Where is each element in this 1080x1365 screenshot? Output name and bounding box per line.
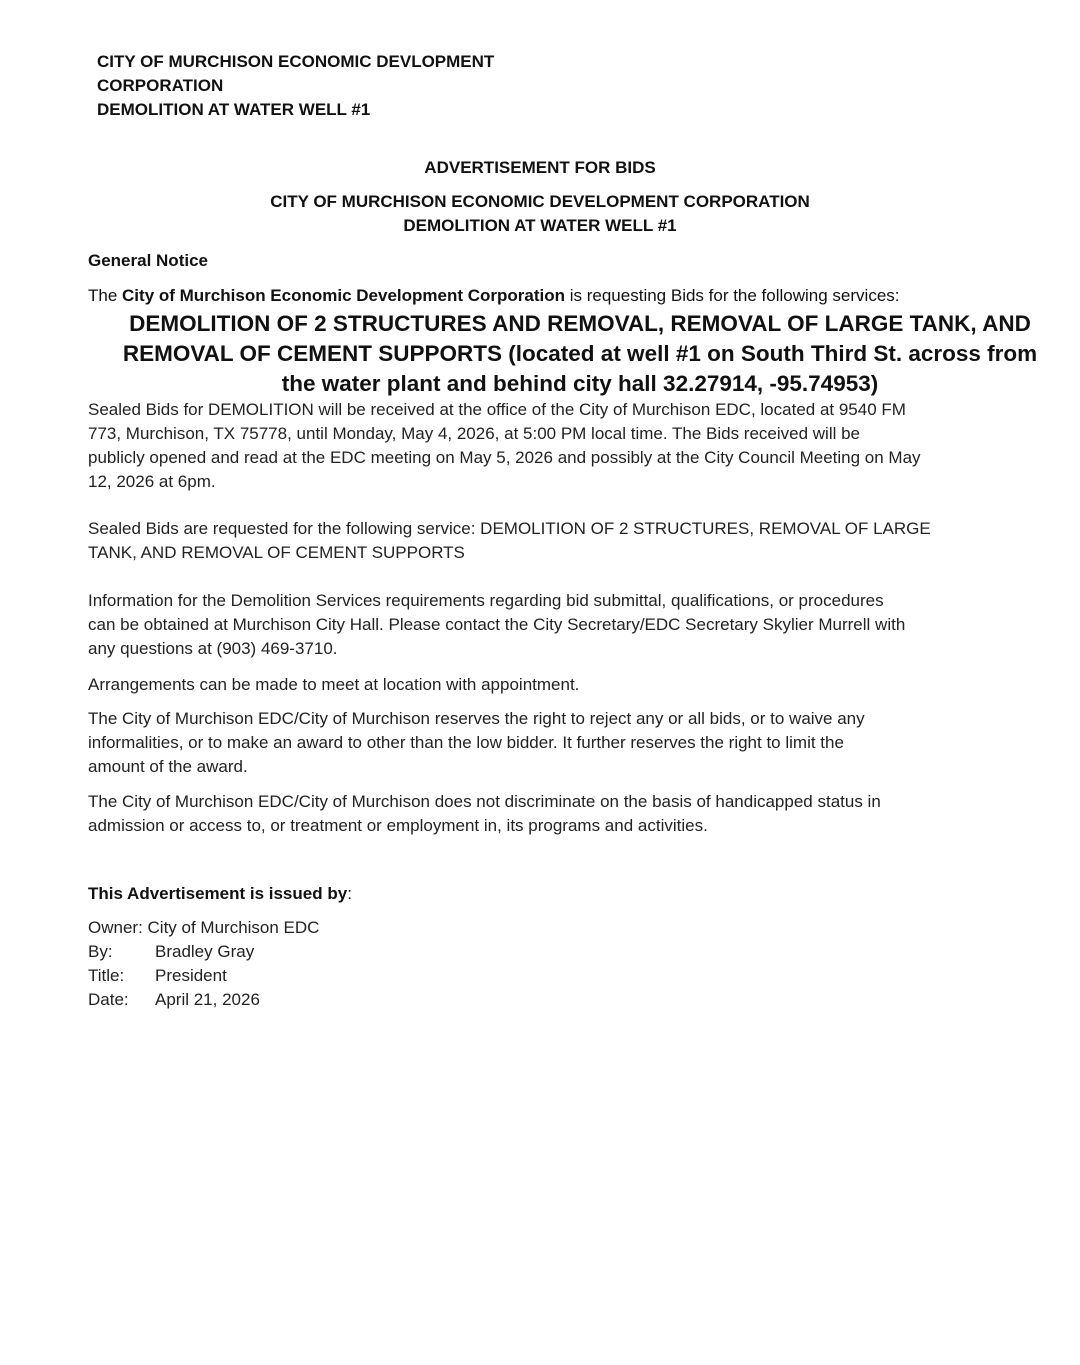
arrangements-paragraph [88,673,1063,697]
headline-line: REMOVAL OF CEMENT SUPPORTS (located at well #1 on South Third St. across from [122,341,1038,366]
services-headline [80,309,1080,399]
date-label: Date: [88,990,129,1009]
sealed-bids-paragraph [88,398,1063,494]
paragraph-line: 12, 2026 at 6pm. [88,472,216,491]
issued-by-colon: : [347,884,352,903]
by-value: Bradley Gray [155,942,255,961]
header-line: CITY OF MURCHISON ECONOMIC DEVLOPMENT [97,52,495,71]
by-row [88,940,319,964]
paragraph-line: Arrangements can be made to meet at location with appointment. [88,675,580,694]
paragraph-line: informalities, or to make an award to other than the low bidder. It further reserves the right to limit the [88,733,844,752]
issued-by-heading [88,882,352,906]
paragraph-line: 773, Murchison, TX 75778, until Monday, May 4, 2026, at 5:00 PM local time. The Bids received will be [88,424,861,443]
by-label: By: [88,942,113,961]
reserves-paragraph [88,707,1063,779]
title-label: Title: [88,966,125,985]
title-row [88,964,319,988]
advertisement-title: ADVERTISEMENT FOR BIDS [424,158,656,177]
paragraph-line: The City of Murchison EDC/City of Murchison reserves the right to reject any or all bids, or to waive any [88,709,865,728]
header-line: CORPORATION [97,76,224,95]
header-line: DEMOLITION AT WATER WELL #1 [97,100,371,119]
headline-line: DEMOLITION OF 2 STRUCTURES AND REMOVAL, REMOVAL OF LARGE TANK, AND [129,311,1031,336]
document-header [97,50,657,122]
headline-line: the water plant and behind city hall 32.27914, -95.74953) [281,371,879,396]
intro-text: is requesting Bids for the following services: [565,286,900,305]
general-notice-heading: General Notice [88,251,208,270]
nondiscrimination-paragraph [88,790,1063,838]
title-value: President [155,966,227,985]
project-title: DEMOLITION AT WATER WELL #1 [403,216,677,235]
corporation-title: CITY OF MURCHISON ECONOMIC DEVELOPMENT CORPORATION [270,192,810,211]
paragraph-line: can be obtained at Murchison City Hall. Please contact the City Secretary/EDC Secretary Skylier Murrell with [88,615,906,634]
date-value: April 21, 2026 [155,990,260,1009]
intro-text: The [88,286,123,305]
date-row [88,988,319,1012]
paragraph-line: admission or access to, or treatment or employment in, its programs and activities. [88,816,708,835]
corporation-name: City of Murchison Economic Development Corporation [122,286,566,305]
paragraph-line: Information for the Demolition Services requirements regarding bid submittal, qualifications, or procedures [88,591,884,610]
paragraph-line: Sealed Bids for DEMOLITION will be received at the office of the City of Murchison EDC, located at 9540 FM [88,400,906,419]
paragraph-line: any questions at (903) 469-3710. [88,639,338,658]
intro-sentence [88,284,1068,308]
paragraph-line: The City of Murchison EDC/City of Murchison does not discriminate on the basis of handicapped status in [88,792,881,811]
information-paragraph [88,589,1063,661]
paragraph-line: Sealed Bids are requested for the following service: DEMOLITION OF 2 STRUCTURES, REMOVAL OF LARGE [88,519,931,538]
paragraph-line: publicly opened and read at the EDC meeting on May 5, 2026 and possibly at the City Council Meeting on May [88,448,921,467]
requested-service-paragraph [88,517,1063,565]
paragraph-line: TANK, AND REMOVAL OF CEMENT SUPPORTS [88,543,465,562]
issued-by-label: This Advertisement is issued by [88,884,348,903]
owner-row [88,916,319,940]
paragraph-line: amount of the award. [88,757,248,776]
signature-block [88,916,319,1012]
owner-line: Owner: City of Murchison EDC [88,918,320,937]
